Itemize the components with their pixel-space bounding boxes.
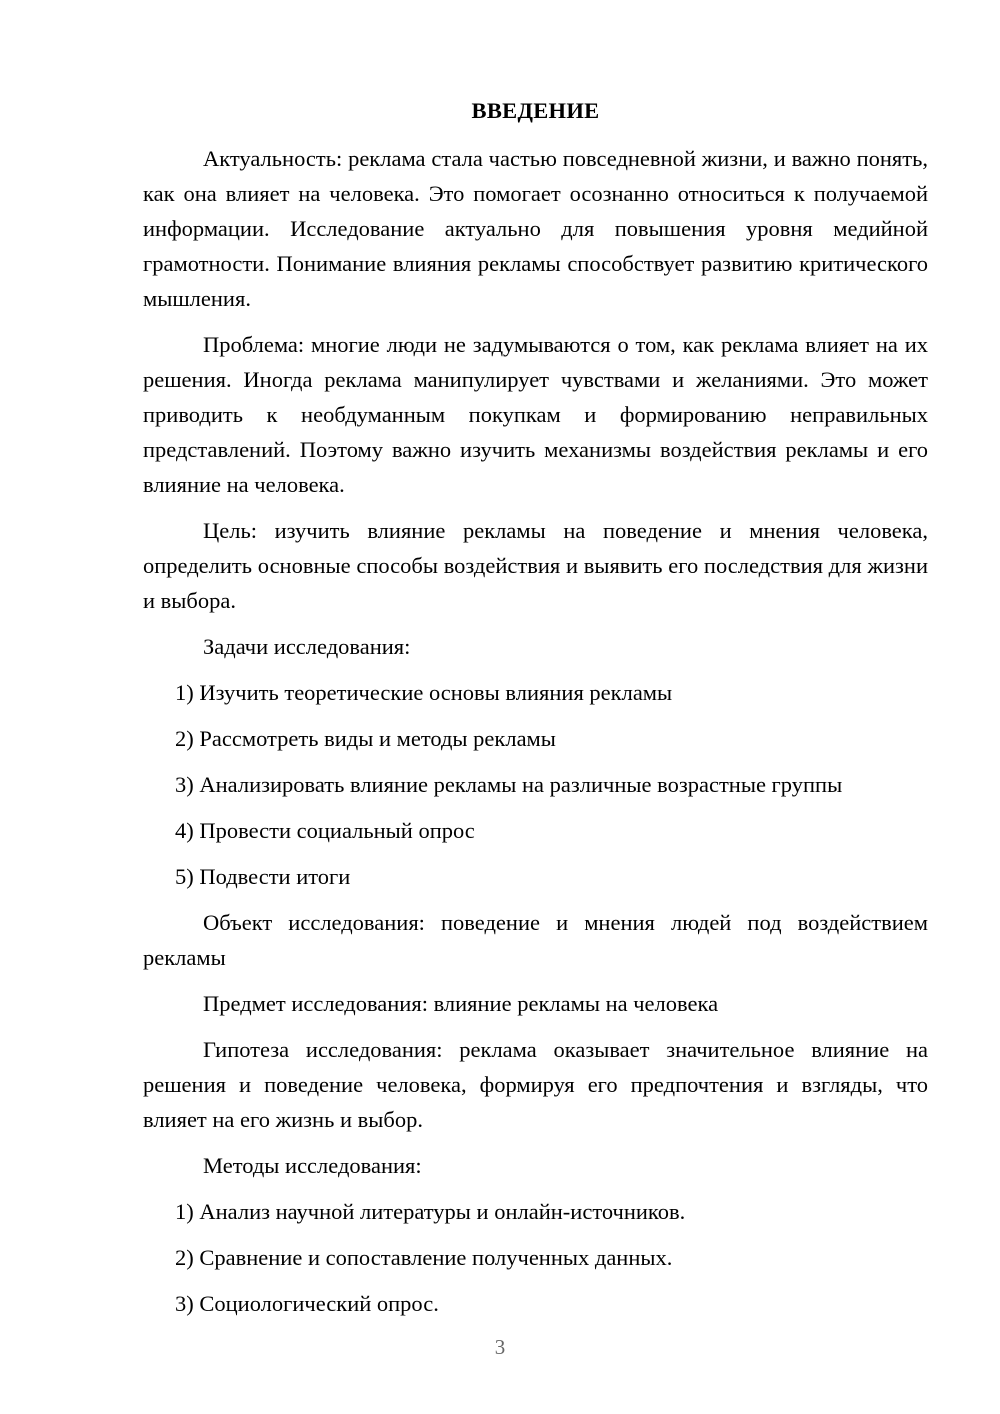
- task-item: 5) Подвести итоги: [175, 864, 351, 889]
- page-content: [143, 95, 928, 1332]
- method-item: 3) Социологический опрос.: [175, 1291, 439, 1316]
- subject-paragraph: Предмет исследования: влияние рекламы на человека: [203, 991, 719, 1016]
- method-item: 2) Сравнение и сопоставление полученных данных.: [175, 1245, 673, 1270]
- methods-heading: Методы исследования:: [203, 1153, 422, 1178]
- hypothesis-paragraph: Гипотеза исследования: реклама оказывает значительное влияние на решения и поведение человека, формируя его предпочтения и взгляды, что влияет на его жизнь и выбор.: [143, 1037, 928, 1132]
- task-item: 1) Изучить теоретические основы влияния рекламы: [175, 680, 673, 705]
- task-item: 4) Провести социальный опрос: [175, 818, 475, 843]
- method-item: 1) Анализ научной литературы и онлайн-источников.: [175, 1199, 686, 1224]
- object-paragraph: Объект исследования: поведение и мнения людей под воздействием рекламы: [143, 910, 928, 970]
- page-title: ВВЕДЕНИЕ: [471, 98, 600, 123]
- task-item: 2) Рассмотреть виды и методы рекламы: [175, 726, 556, 751]
- tasks-heading: Задачи исследования:: [203, 634, 411, 659]
- goal-paragraph: Цель: изучить влияние рекламы на поведение и мнения человека, определить основные способы воздействия и выявить его последствия для жизни и выбора.: [143, 518, 928, 613]
- relevance-paragraph: Актуальность: реклама стала частью повседневной жизни, и важно понять, как она влияет на человека. Это помогает осознанно относиться к получаемой информации. Исследование актуально для повышения уровня медийной грамотности. Понимание влияния рекламы способствует развитию критического мышления.: [143, 146, 928, 311]
- problem-paragraph: Проблема: многие люди не задумываются о том, как реклама влияет на их решения. Иногда реклама манипулирует чувствами и желаниями. Это может приводить к необдуманным покупкам и формированию неправильных представлений. Поэтому важно изучить механизмы воздействия рекламы и его влияние на человека.: [143, 332, 928, 497]
- page-number: 3: [494, 1335, 506, 1359]
- task-item: 3) Анализировать влияние рекламы на различные возрастные группы: [175, 772, 843, 797]
